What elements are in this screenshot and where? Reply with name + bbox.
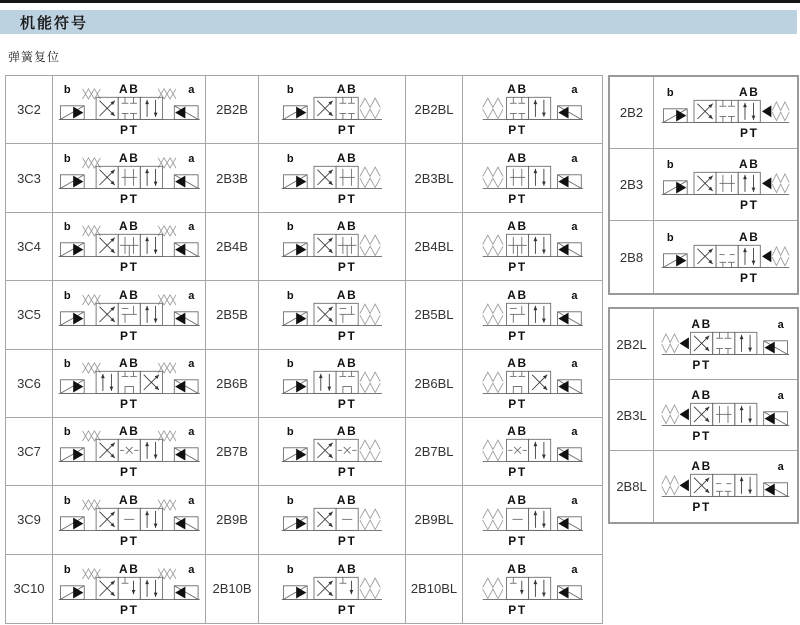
svg-text:b: b xyxy=(63,84,71,97)
svg-text:AB: AB xyxy=(506,561,528,576)
svg-text:AB: AB xyxy=(337,287,358,302)
valve-symbol-b xyxy=(259,555,406,623)
model-label-3c: 3C6 xyxy=(6,350,53,418)
svg-text:a: a xyxy=(777,389,784,402)
svg-text:a: a xyxy=(571,494,578,507)
svg-text:b: b xyxy=(63,221,71,234)
svg-text:AB: AB xyxy=(337,82,358,97)
svg-text:b: b xyxy=(286,221,294,234)
svg-text:b: b xyxy=(63,358,71,371)
svg-text:PT: PT xyxy=(338,602,357,616)
subsection-title: 弹簧复位 xyxy=(8,50,61,64)
right-bottom-symbol-panel xyxy=(608,307,799,524)
svg-text:PT: PT xyxy=(119,602,139,616)
model-label-b: 2B4B xyxy=(206,213,259,281)
svg-text:PT: PT xyxy=(692,500,711,514)
svg-text:PT: PT xyxy=(119,396,139,411)
svg-text:b: b xyxy=(286,84,294,97)
model-label-r: 2B8 xyxy=(610,221,654,293)
svg-text:b: b xyxy=(666,231,674,244)
model-label-b: 2B7B xyxy=(206,418,259,486)
svg-text:PT: PT xyxy=(739,270,759,285)
svg-text:b: b xyxy=(286,563,294,576)
valve-symbol-b xyxy=(259,144,406,212)
svg-text:PT: PT xyxy=(507,602,527,616)
model-label-3c: 3C3 xyxy=(6,144,53,212)
svg-text:a: a xyxy=(571,152,578,165)
svg-text:AB: AB xyxy=(506,356,528,371)
valve-symbol-bl xyxy=(463,213,602,281)
valve-symbol-rl xyxy=(654,451,797,522)
valve-symbol-b xyxy=(259,350,406,418)
svg-text:AB: AB xyxy=(506,287,528,302)
function-symbol-table xyxy=(5,75,603,624)
svg-text:PT: PT xyxy=(338,465,357,479)
svg-text:b: b xyxy=(63,152,71,165)
svg-text:PT: PT xyxy=(119,260,139,274)
page-title: 机能符号 xyxy=(20,14,89,32)
svg-text:a: a xyxy=(187,221,195,234)
svg-text:AB: AB xyxy=(506,492,528,507)
svg-text:a: a xyxy=(187,84,195,97)
svg-text:b: b xyxy=(286,152,294,165)
svg-text:b: b xyxy=(63,426,71,439)
svg-text:AB: AB xyxy=(337,356,358,371)
svg-text:PT: PT xyxy=(692,428,711,443)
svg-text:AB: AB xyxy=(118,82,140,97)
svg-text:a: a xyxy=(187,563,195,576)
svg-text:a: a xyxy=(571,84,578,97)
valve-symbol-r xyxy=(654,221,797,293)
svg-text:a: a xyxy=(571,289,578,302)
svg-text:AB: AB xyxy=(739,229,760,244)
model-label-r: 2B3 xyxy=(610,149,654,221)
svg-text:a: a xyxy=(571,563,578,576)
svg-text:a: a xyxy=(777,461,784,474)
svg-text:PT: PT xyxy=(507,465,527,479)
svg-text:AB: AB xyxy=(337,492,358,507)
svg-text:PT: PT xyxy=(507,396,527,411)
svg-text:b: b xyxy=(63,289,71,302)
svg-text:PT: PT xyxy=(338,328,357,342)
svg-text:PT: PT xyxy=(338,191,357,206)
model-label-bl: 2B4BL xyxy=(406,213,463,281)
svg-text:PT: PT xyxy=(119,533,139,548)
svg-text:PT: PT xyxy=(507,191,527,206)
valve-symbol-bl xyxy=(463,555,602,623)
svg-text:PT: PT xyxy=(338,123,357,137)
svg-text:b: b xyxy=(63,494,71,507)
svg-text:PT: PT xyxy=(739,198,759,212)
valve-symbol-rl xyxy=(654,380,797,451)
svg-text:AB: AB xyxy=(118,561,140,576)
valve-symbol-b xyxy=(259,213,406,281)
model-label-b: 2B3B xyxy=(206,144,259,212)
svg-text:AB: AB xyxy=(118,287,140,302)
top-rule xyxy=(0,0,800,3)
svg-text:a: a xyxy=(187,426,195,439)
valve-symbol-b xyxy=(259,281,406,349)
svg-text:b: b xyxy=(286,289,294,302)
valve-symbol-3c xyxy=(53,144,206,212)
valve-symbol-bl xyxy=(463,418,602,486)
svg-text:PT: PT xyxy=(507,123,527,137)
svg-text:b: b xyxy=(286,426,294,439)
svg-text:PT: PT xyxy=(119,191,139,206)
valve-symbol-bl xyxy=(463,486,602,554)
svg-text:b: b xyxy=(286,358,294,371)
svg-text:b: b xyxy=(666,159,674,172)
svg-text:AB: AB xyxy=(337,561,358,576)
svg-text:PT: PT xyxy=(119,328,139,342)
svg-text:a: a xyxy=(571,358,578,371)
svg-text:b: b xyxy=(666,87,674,100)
model-label-3c: 3C5 xyxy=(6,281,53,349)
svg-text:a: a xyxy=(571,221,578,234)
model-label-bl: 2B10BL xyxy=(406,555,463,623)
svg-text:AB: AB xyxy=(691,387,712,402)
valve-symbol-b xyxy=(259,76,406,144)
valve-symbol-3c xyxy=(53,555,206,623)
valve-symbol-bl xyxy=(463,76,602,144)
svg-text:AB: AB xyxy=(506,150,528,165)
svg-text:AB: AB xyxy=(739,157,760,172)
svg-text:a: a xyxy=(187,152,195,165)
model-label-3c: 3C2 xyxy=(6,76,53,144)
valve-symbol-3c xyxy=(53,281,206,349)
svg-text:AB: AB xyxy=(506,424,528,439)
svg-text:a: a xyxy=(777,318,784,331)
svg-text:AB: AB xyxy=(337,150,358,165)
svg-text:PT: PT xyxy=(119,123,139,137)
model-label-bl: 2B2BL xyxy=(406,76,463,144)
svg-text:AB: AB xyxy=(118,492,140,507)
model-label-b: 2B5B xyxy=(206,281,259,349)
valve-symbol-bl xyxy=(463,350,602,418)
svg-text:a: a xyxy=(187,358,195,371)
model-label-b: 2B2B xyxy=(206,76,259,144)
model-label-b: 2B10B xyxy=(206,555,259,623)
svg-text:AB: AB xyxy=(739,85,760,100)
svg-text:PT: PT xyxy=(507,328,527,342)
svg-text:PT: PT xyxy=(692,357,711,372)
model-label-bl: 2B9BL xyxy=(406,486,463,554)
valve-symbol-b xyxy=(259,418,406,486)
model-label-bl: 2B6BL xyxy=(406,350,463,418)
valve-symbol-r xyxy=(654,149,797,221)
section-header xyxy=(0,10,797,34)
svg-text:a: a xyxy=(187,289,195,302)
model-label-3c: 3C4 xyxy=(6,213,53,281)
svg-text:a: a xyxy=(571,426,578,439)
valve-symbol-rl xyxy=(654,309,797,380)
valve-symbol-3c xyxy=(53,213,206,281)
svg-text:b: b xyxy=(286,494,294,507)
model-label-rl: 2B2L xyxy=(610,309,654,380)
svg-text:a: a xyxy=(187,494,195,507)
model-label-bl: 2B5BL xyxy=(406,281,463,349)
model-label-3c: 3C10 xyxy=(6,555,53,623)
valve-symbol-bl xyxy=(463,281,602,349)
model-label-b: 2B9B xyxy=(206,486,259,554)
valve-symbol-3c xyxy=(53,76,206,144)
model-label-r: 2B2 xyxy=(610,77,654,149)
valve-symbol-3c xyxy=(53,350,206,418)
svg-text:b: b xyxy=(63,563,71,576)
model-label-rl: 2B8L xyxy=(610,451,654,522)
model-label-bl: 2B7BL xyxy=(406,418,463,486)
right-top-symbol-panel xyxy=(608,75,799,295)
valve-symbol-3c xyxy=(53,418,206,486)
valve-symbol-r xyxy=(654,77,797,149)
valve-symbol-b xyxy=(259,486,406,554)
svg-text:AB: AB xyxy=(118,219,140,234)
svg-text:PT: PT xyxy=(338,260,357,274)
svg-text:PT: PT xyxy=(338,533,357,548)
svg-text:AB: AB xyxy=(118,150,140,165)
svg-text:AB: AB xyxy=(337,424,358,439)
model-label-3c: 3C9 xyxy=(6,486,53,554)
model-label-bl: 2B3BL xyxy=(406,144,463,212)
svg-text:PT: PT xyxy=(739,126,759,140)
model-label-rl: 2B3L xyxy=(610,380,654,451)
svg-text:AB: AB xyxy=(118,424,140,439)
svg-text:AB: AB xyxy=(691,316,712,331)
svg-text:AB: AB xyxy=(691,459,712,474)
svg-text:PT: PT xyxy=(507,533,527,548)
valve-symbol-3c xyxy=(53,486,206,554)
svg-text:PT: PT xyxy=(507,260,527,274)
svg-text:PT: PT xyxy=(119,465,139,479)
model-label-b: 2B6B xyxy=(206,350,259,418)
model-label-3c: 3C7 xyxy=(6,418,53,486)
svg-text:AB: AB xyxy=(118,356,140,371)
svg-text:AB: AB xyxy=(506,219,528,234)
svg-text:PT: PT xyxy=(338,396,357,411)
svg-text:AB: AB xyxy=(506,82,528,97)
svg-text:AB: AB xyxy=(337,219,358,234)
valve-symbol-bl xyxy=(463,144,602,212)
